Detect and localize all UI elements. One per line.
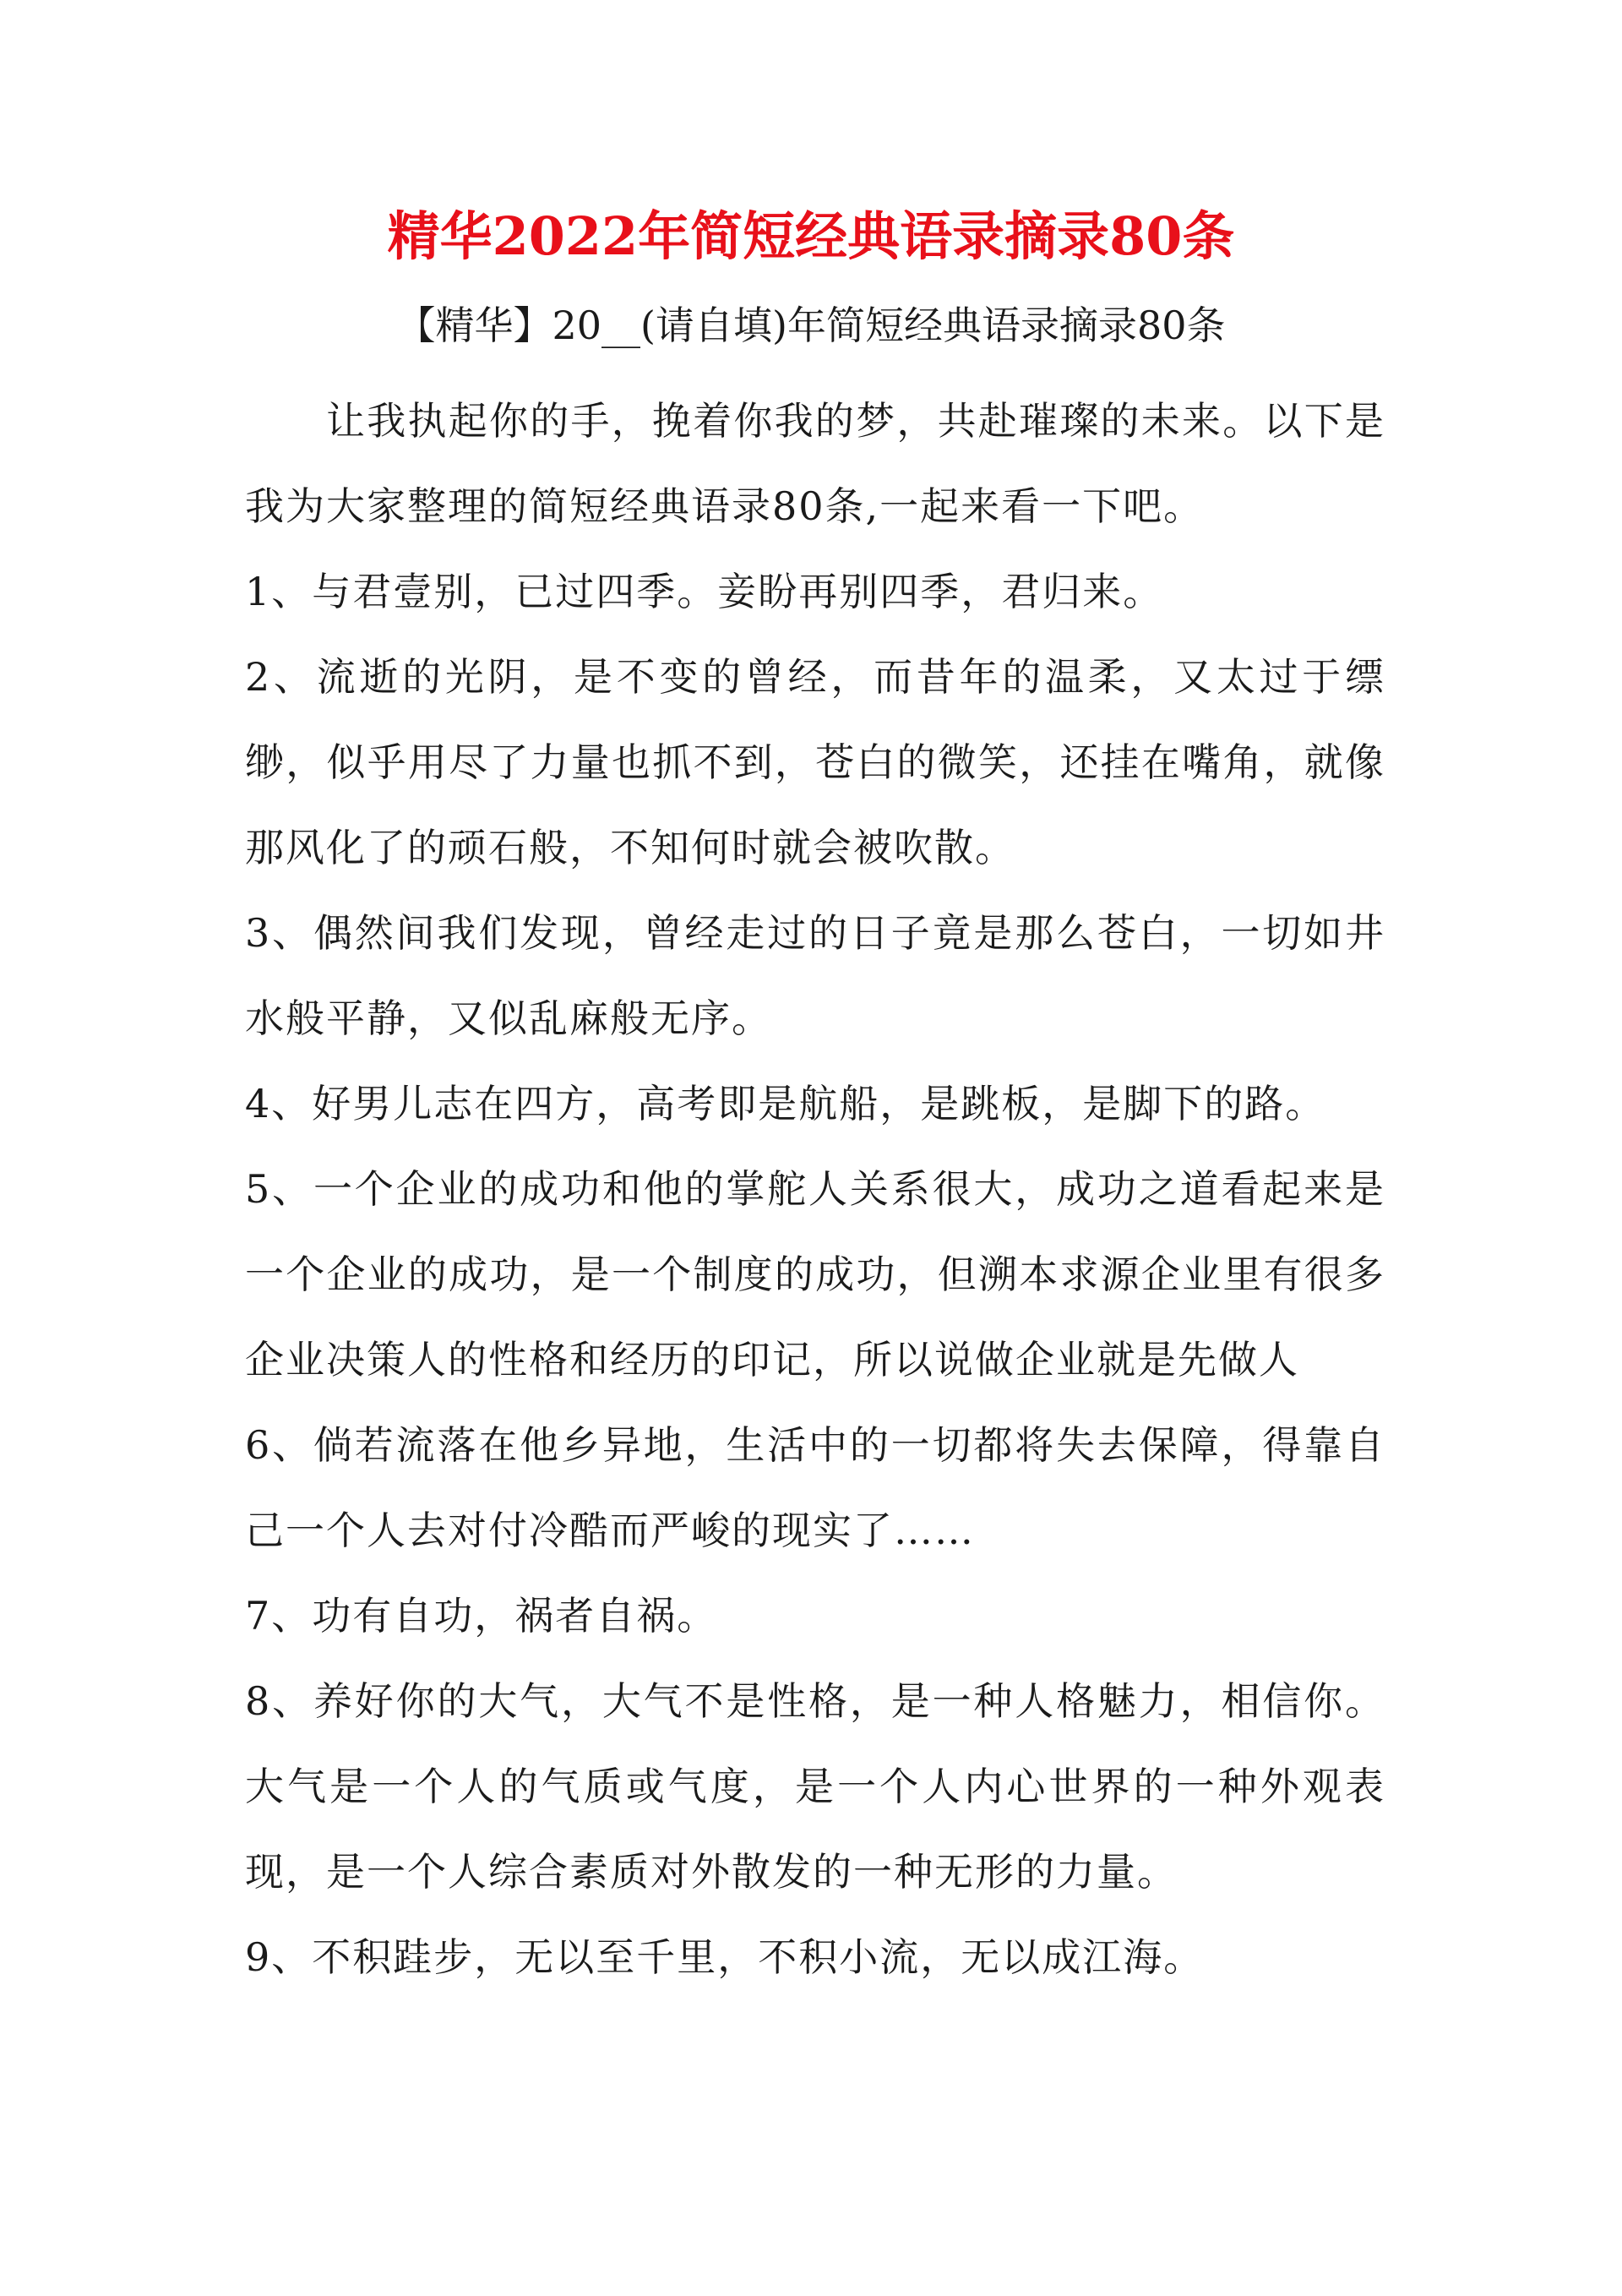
quote-item-2: 2、流逝的光阴，是不变的曾经，而昔年的温柔，又太过于缥缈，似乎用尽了力量也抓不到，苍白的微笑，还挂在嘴角，就像那风化了的顽石般，不知何时就会被吹散。	[245, 654, 1385, 870]
quote-item-5: 5、一个企业的成功和他的掌舵人关系很大，成功之道看起来是一个企业的成功，是一个制度的成功，但溯本求源企业里有很多企业决策人的性格和经历的印记，所以说做企业就是先做人	[245, 1166, 1385, 1383]
intro-paragraph: 让我执起你的手，挽着你我的梦，共赴璀璨的未来。以下是我为大家整理的简短经典语录80条,一起来看一下吧。	[245, 398, 1385, 529]
quote-item-1: 1、与君壹别，已过四季。妾盼再别四季，君归来。	[245, 569, 1164, 614]
quote-item-7: 7、功有自功，祸者自祸。	[245, 1593, 718, 1639]
quote-item-8: 8、养好你的大气，大气不是性格，是一种人格魅力，相信你。大气是一个人的气质或气度，是一个人内心世界的一种外观表现，是一个人综合素质对外散发的一种无形的力量。	[245, 1678, 1385, 1895]
quote-item-9: 9、不积跬步，无以至千里，不积小流，无以成江海。	[245, 1934, 1205, 1980]
document-body	[245, 379, 1385, 2000]
quote-item-6: 6、倘若流落在他乡异地，生活中的一切都将失去保障，得靠自己一个人去对付冷酷而严峻的现实了……	[245, 1422, 1385, 1553]
quote-item-4: 4、好男儿志在四方，高考即是航船，是跳板，是脚下的路。	[245, 1081, 1326, 1126]
quote-item-3: 3、偶然间我们发现，曾经走过的日子竟是那么苍白，一切如井水般平静，又似乱麻般无序。	[245, 910, 1385, 1041]
document-subtitle: 【精华】20__(请自填)年简短经典语录摘录80条	[396, 303, 1226, 348]
document-title: 精华2022年简短经典语录摘录80条	[387, 205, 1235, 267]
